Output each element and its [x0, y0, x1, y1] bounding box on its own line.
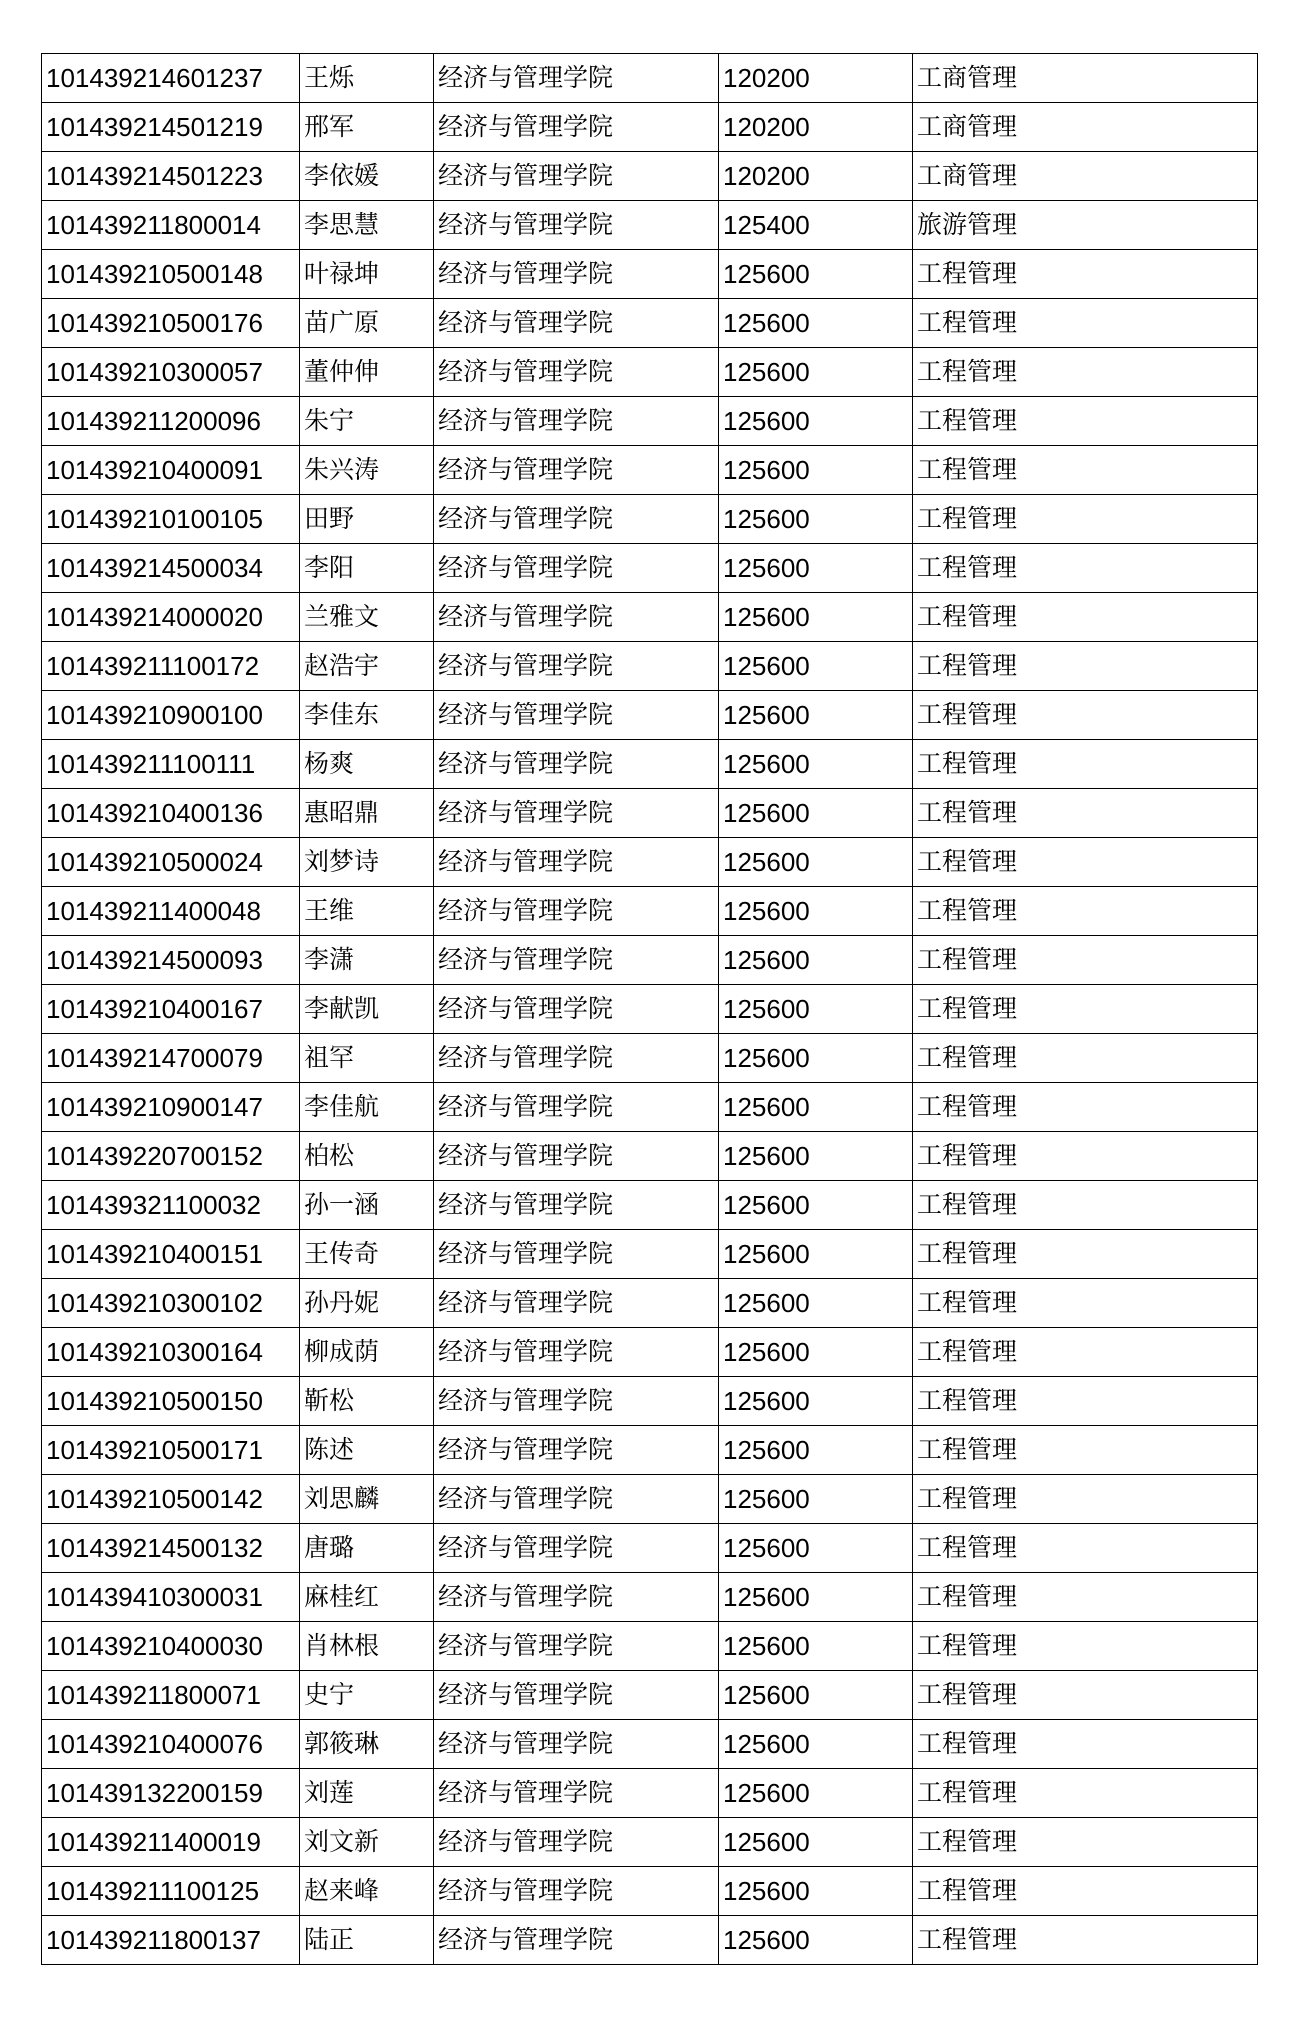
exam-id-cell: 101439210300057: [42, 348, 300, 397]
table-row: [42, 691, 1258, 740]
name-cell: 杨爽: [300, 740, 434, 789]
college-cell: 经济与管理学院: [434, 1916, 719, 1965]
college-cell: 经济与管理学院: [434, 1573, 719, 1622]
college-cell: 经济与管理学院: [434, 544, 719, 593]
name-cell: 董仲伸: [300, 348, 434, 397]
name-cell: 祖罕: [300, 1034, 434, 1083]
table-row: [42, 593, 1258, 642]
college-cell: 经济与管理学院: [434, 1279, 719, 1328]
exam-id-cell: 101439214501219: [42, 103, 300, 152]
major-code-cell: 125600: [719, 1230, 913, 1279]
name-cell: 李阳: [300, 544, 434, 593]
name-cell: 李献凯: [300, 985, 434, 1034]
exam-id-cell: 101439210400136: [42, 789, 300, 838]
exam-id-cell: 101439211800014: [42, 201, 300, 250]
table-row: [42, 1181, 1258, 1230]
name-cell: 陈述: [300, 1426, 434, 1475]
major-name-cell: 工程管理: [913, 887, 1258, 936]
major-name-cell: 工商管理: [913, 54, 1258, 103]
major-code-cell: 120200: [719, 54, 913, 103]
exam-id-cell: 101439321100032: [42, 1181, 300, 1230]
table-row: [42, 985, 1258, 1034]
major-name-cell: 工程管理: [913, 1622, 1258, 1671]
name-cell: 唐璐: [300, 1524, 434, 1573]
college-cell: 经济与管理学院: [434, 348, 719, 397]
major-code-cell: 125600: [719, 1867, 913, 1916]
roster-table: [41, 53, 1258, 1965]
name-cell: 肖林根: [300, 1622, 434, 1671]
name-cell: 李佳东: [300, 691, 434, 740]
college-cell: 经济与管理学院: [434, 1475, 719, 1524]
exam-id-cell: 101439211100125: [42, 1867, 300, 1916]
exam-id-cell: 101439210100105: [42, 495, 300, 544]
college-cell: 经济与管理学院: [434, 201, 719, 250]
table-row: [42, 250, 1258, 299]
major-name-cell: 工程管理: [913, 1083, 1258, 1132]
major-code-cell: 125600: [719, 446, 913, 495]
name-cell: 王传奇: [300, 1230, 434, 1279]
exam-id-cell: 101439211800137: [42, 1916, 300, 1965]
exam-id-cell: 101439210500024: [42, 838, 300, 887]
college-cell: 经济与管理学院: [434, 985, 719, 1034]
major-code-cell: 125600: [719, 1279, 913, 1328]
table-row: [42, 1279, 1258, 1328]
major-code-cell: 125600: [719, 1622, 913, 1671]
major-code-cell: 125600: [719, 740, 913, 789]
exam-id-cell: 101439210400151: [42, 1230, 300, 1279]
table-row: [42, 1720, 1258, 1769]
major-name-cell: 工程管理: [913, 446, 1258, 495]
major-name-cell: 工程管理: [913, 299, 1258, 348]
major-code-cell: 125600: [719, 1083, 913, 1132]
major-code-cell: 125600: [719, 1034, 913, 1083]
college-cell: 经济与管理学院: [434, 838, 719, 887]
major-code-cell: 125600: [719, 299, 913, 348]
major-code-cell: 125600: [719, 838, 913, 887]
major-name-cell: 工程管理: [913, 691, 1258, 740]
college-cell: 经济与管理学院: [434, 1524, 719, 1573]
major-name-cell: 工商管理: [913, 103, 1258, 152]
major-name-cell: 工程管理: [913, 838, 1258, 887]
college-cell: 经济与管理学院: [434, 152, 719, 201]
college-cell: 经济与管理学院: [434, 1083, 719, 1132]
major-name-cell: 工程管理: [913, 789, 1258, 838]
major-code-cell: 125600: [719, 495, 913, 544]
major-code-cell: 125600: [719, 544, 913, 593]
college-cell: 经济与管理学院: [434, 887, 719, 936]
major-name-cell: 工程管理: [913, 1867, 1258, 1916]
name-cell: 柏松: [300, 1132, 434, 1181]
name-cell: 麻桂红: [300, 1573, 434, 1622]
major-name-cell: 工程管理: [913, 397, 1258, 446]
major-name-cell: 工程管理: [913, 1475, 1258, 1524]
table-row: [42, 887, 1258, 936]
college-cell: 经济与管理学院: [434, 446, 719, 495]
name-cell: 刘文新: [300, 1818, 434, 1867]
major-name-cell: 工程管理: [913, 1573, 1258, 1622]
major-code-cell: 125600: [719, 789, 913, 838]
table-row: [42, 838, 1258, 887]
exam-id-cell: 101439211200096: [42, 397, 300, 446]
major-code-cell: 125600: [719, 348, 913, 397]
exam-id-cell: 101439214601237: [42, 54, 300, 103]
exam-id-cell: 101439211100111: [42, 740, 300, 789]
exam-id-cell: 101439214500093: [42, 936, 300, 985]
exam-id-cell: 101439210900147: [42, 1083, 300, 1132]
name-cell: 叶禄坤: [300, 250, 434, 299]
name-cell: 朱宁: [300, 397, 434, 446]
table-row: [42, 1671, 1258, 1720]
major-code-cell: 120200: [719, 152, 913, 201]
major-name-cell: 工程管理: [913, 1377, 1258, 1426]
major-name-cell: 工程管理: [913, 250, 1258, 299]
major-name-cell: 工程管理: [913, 348, 1258, 397]
exam-id-cell: 101439211400019: [42, 1818, 300, 1867]
college-cell: 经济与管理学院: [434, 54, 719, 103]
name-cell: 苗广原: [300, 299, 434, 348]
major-code-cell: 125600: [719, 1769, 913, 1818]
name-cell: 李佳航: [300, 1083, 434, 1132]
college-cell: 经济与管理学院: [434, 1034, 719, 1083]
major-name-cell: 工程管理: [913, 642, 1258, 691]
table-row: [42, 1132, 1258, 1181]
name-cell: 赵浩宇: [300, 642, 434, 691]
major-code-cell: 125600: [719, 250, 913, 299]
major-name-cell: 工程管理: [913, 1230, 1258, 1279]
name-cell: 李思慧: [300, 201, 434, 250]
exam-id-cell: 101439210500142: [42, 1475, 300, 1524]
name-cell: 靳松: [300, 1377, 434, 1426]
table-row: [42, 1867, 1258, 1916]
college-cell: 经济与管理学院: [434, 103, 719, 152]
major-code-cell: 125600: [719, 1818, 913, 1867]
major-code-cell: 125600: [719, 691, 913, 740]
major-name-cell: 工程管理: [913, 1034, 1258, 1083]
college-cell: 经济与管理学院: [434, 740, 719, 789]
college-cell: 经济与管理学院: [434, 1328, 719, 1377]
table-row: [42, 1573, 1258, 1622]
major-name-cell: 工程管理: [913, 1181, 1258, 1230]
major-name-cell: 工程管理: [913, 495, 1258, 544]
exam-id-cell: 101439410300031: [42, 1573, 300, 1622]
major-name-cell: 工程管理: [913, 1426, 1258, 1475]
major-name-cell: 工程管理: [913, 1769, 1258, 1818]
table-row: [42, 201, 1258, 250]
exam-id-cell: 101439210300164: [42, 1328, 300, 1377]
major-name-cell: 工程管理: [913, 1328, 1258, 1377]
college-cell: 经济与管理学院: [434, 1377, 719, 1426]
major-name-cell: 工程管理: [913, 1279, 1258, 1328]
college-cell: 经济与管理学院: [434, 1818, 719, 1867]
table-row: [42, 740, 1258, 789]
table-row: [42, 397, 1258, 446]
exam-id-cell: 101439210400091: [42, 446, 300, 495]
exam-id-cell: 101439211100172: [42, 642, 300, 691]
name-cell: 李潇: [300, 936, 434, 985]
college-cell: 经济与管理学院: [434, 299, 719, 348]
roster-body: [42, 54, 1258, 1965]
exam-id-cell: 101439220700152: [42, 1132, 300, 1181]
table-row: [42, 152, 1258, 201]
major-code-cell: 125600: [719, 1328, 913, 1377]
major-name-cell: 工程管理: [913, 1132, 1258, 1181]
name-cell: 刘莲: [300, 1769, 434, 1818]
table-row: [42, 103, 1258, 152]
table-row: [42, 348, 1258, 397]
college-cell: 经济与管理学院: [434, 789, 719, 838]
college-cell: 经济与管理学院: [434, 250, 719, 299]
major-code-cell: 125600: [719, 397, 913, 446]
exam-id-cell: 101439132200159: [42, 1769, 300, 1818]
major-name-cell: 工程管理: [913, 1720, 1258, 1769]
exam-id-cell: 101439211400048: [42, 887, 300, 936]
name-cell: 史宁: [300, 1671, 434, 1720]
major-name-cell: 工程管理: [913, 593, 1258, 642]
name-cell: 李依媛: [300, 152, 434, 201]
college-cell: 经济与管理学院: [434, 691, 719, 740]
exam-id-cell: 101439211800071: [42, 1671, 300, 1720]
college-cell: 经济与管理学院: [434, 397, 719, 446]
exam-id-cell: 101439214500132: [42, 1524, 300, 1573]
major-code-cell: 125600: [719, 1671, 913, 1720]
table-row: [42, 1083, 1258, 1132]
major-code-cell: 125400: [719, 201, 913, 250]
major-name-cell: 旅游管理: [913, 201, 1258, 250]
exam-id-cell: 101439210500150: [42, 1377, 300, 1426]
table-row: [42, 1426, 1258, 1475]
exam-id-cell: 101439210300102: [42, 1279, 300, 1328]
table-row: [42, 54, 1258, 103]
college-cell: 经济与管理学院: [434, 1769, 719, 1818]
name-cell: 柳成荫: [300, 1328, 434, 1377]
major-code-cell: 125600: [719, 936, 913, 985]
college-cell: 经济与管理学院: [434, 1230, 719, 1279]
major-code-cell: 125600: [719, 985, 913, 1034]
major-code-cell: 125600: [719, 1916, 913, 1965]
college-cell: 经济与管理学院: [434, 1720, 719, 1769]
table-row: [42, 446, 1258, 495]
major-code-cell: 125600: [719, 1426, 913, 1475]
major-code-cell: 125600: [719, 1181, 913, 1230]
table-row: [42, 1769, 1258, 1818]
table-row: [42, 1034, 1258, 1083]
name-cell: 刘思麟: [300, 1475, 434, 1524]
table-row: [42, 1475, 1258, 1524]
major-name-cell: 工程管理: [913, 1671, 1258, 1720]
exam-id-cell: 101439210500176: [42, 299, 300, 348]
major-code-cell: 125600: [719, 1132, 913, 1181]
major-code-cell: 125600: [719, 887, 913, 936]
exam-id-cell: 101439210900100: [42, 691, 300, 740]
table-row: [42, 1377, 1258, 1426]
college-cell: 经济与管理学院: [434, 1132, 719, 1181]
name-cell: 王烁: [300, 54, 434, 103]
major-code-cell: 125600: [719, 642, 913, 691]
major-name-cell: 工程管理: [913, 936, 1258, 985]
major-code-cell: 120200: [719, 103, 913, 152]
table-row: [42, 642, 1258, 691]
table-row: [42, 936, 1258, 985]
exam-id-cell: 101439210500148: [42, 250, 300, 299]
major-code-cell: 125600: [719, 1524, 913, 1573]
major-code-cell: 125600: [719, 1377, 913, 1426]
exam-id-cell: 101439214501223: [42, 152, 300, 201]
table-row: [42, 1230, 1258, 1279]
name-cell: 陆正: [300, 1916, 434, 1965]
name-cell: 郭筱琳: [300, 1720, 434, 1769]
major-name-cell: 工程管理: [913, 985, 1258, 1034]
name-cell: 王维: [300, 887, 434, 936]
major-code-cell: 125600: [719, 1573, 913, 1622]
major-name-cell: 工程管理: [913, 740, 1258, 789]
table-row: [42, 789, 1258, 838]
exam-id-cell: 101439210400167: [42, 985, 300, 1034]
name-cell: 兰雅文: [300, 593, 434, 642]
college-cell: 经济与管理学院: [434, 1867, 719, 1916]
major-code-cell: 125600: [719, 593, 913, 642]
name-cell: 朱兴涛: [300, 446, 434, 495]
exam-id-cell: 101439210400030: [42, 1622, 300, 1671]
college-cell: 经济与管理学院: [434, 495, 719, 544]
major-name-cell: 工程管理: [913, 544, 1258, 593]
table-row: [42, 1622, 1258, 1671]
name-cell: 田野: [300, 495, 434, 544]
exam-id-cell: 101439214500034: [42, 544, 300, 593]
major-code-cell: 125600: [719, 1720, 913, 1769]
table-row: [42, 1916, 1258, 1965]
table-row: [42, 1524, 1258, 1573]
name-cell: 刘梦诗: [300, 838, 434, 887]
major-name-cell: 工程管理: [913, 1524, 1258, 1573]
table-row: [42, 1818, 1258, 1867]
major-name-cell: 工程管理: [913, 1818, 1258, 1867]
college-cell: 经济与管理学院: [434, 1671, 719, 1720]
college-cell: 经济与管理学院: [434, 1622, 719, 1671]
name-cell: 孙一涵: [300, 1181, 434, 1230]
name-cell: 赵来峰: [300, 1867, 434, 1916]
name-cell: 邢军: [300, 103, 434, 152]
college-cell: 经济与管理学院: [434, 593, 719, 642]
major-name-cell: 工商管理: [913, 152, 1258, 201]
college-cell: 经济与管理学院: [434, 1181, 719, 1230]
table-row: [42, 495, 1258, 544]
name-cell: 惠昭鼎: [300, 789, 434, 838]
college-cell: 经济与管理学院: [434, 936, 719, 985]
exam-id-cell: 101439214700079: [42, 1034, 300, 1083]
exam-id-cell: 101439214000020: [42, 593, 300, 642]
table-row: [42, 1328, 1258, 1377]
college-cell: 经济与管理学院: [434, 642, 719, 691]
table-row: [42, 544, 1258, 593]
major-code-cell: 125600: [719, 1475, 913, 1524]
table-row: [42, 299, 1258, 348]
exam-id-cell: 101439210500171: [42, 1426, 300, 1475]
college-cell: 经济与管理学院: [434, 1426, 719, 1475]
exam-id-cell: 101439210400076: [42, 1720, 300, 1769]
name-cell: 孙丹妮: [300, 1279, 434, 1328]
major-name-cell: 工程管理: [913, 1916, 1258, 1965]
